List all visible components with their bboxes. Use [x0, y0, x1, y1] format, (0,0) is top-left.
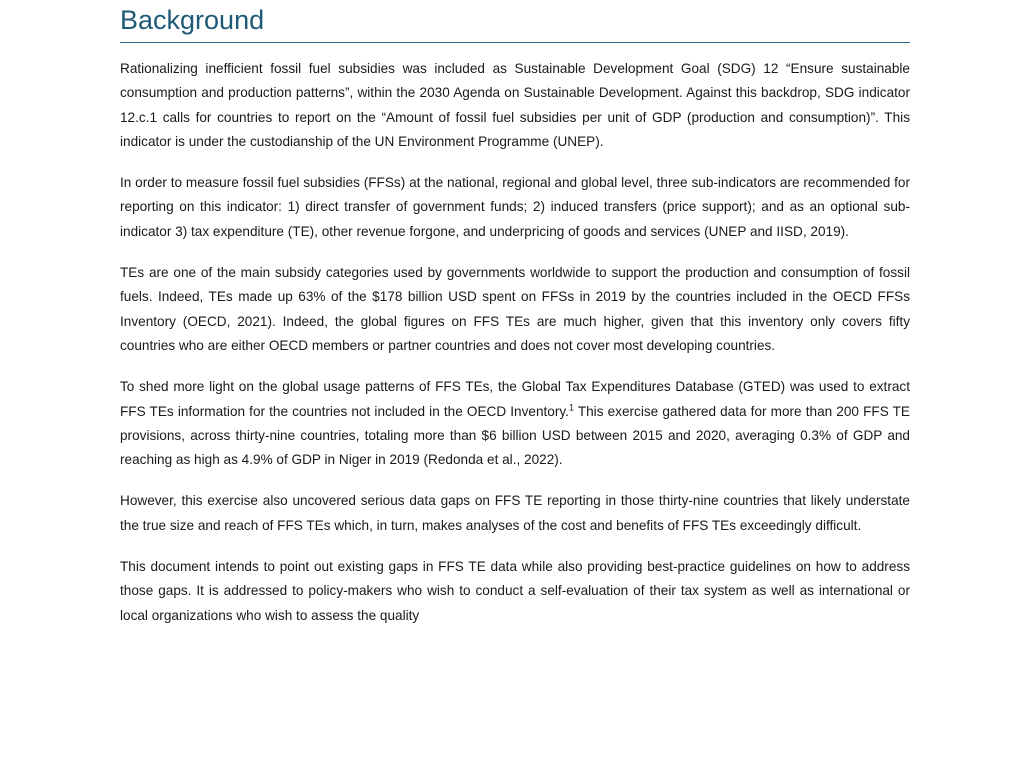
section-title: Background: [120, 5, 265, 35]
paragraph-document-purpose: This document intends to point out existing gaps in FFS TE data while also providing best-practice guidelines on how to address those gaps. It is addressed to policy-makers who wish to conduct a self-evaluation of their tax system as well as international or local organizations who wish to assess the quality: [120, 559, 910, 623]
paragraph-te-share: TEs are one of the main subsidy categories used by governments worldwide to support the production and consumption of fossil fuels. Indeed, TEs made up 63% of the $178 billion USD spent on FFSs in 2019 by the countries included in the OECD FFSs Inventory (OECD, 2021). Indeed, the global figures on FFS TEs are much higher, given that this inventory only covers fifty countries who are either OECD members or partner countries and does not cover most developing countries.: [120, 265, 910, 353]
paragraph-gted-text-after: This exercise gathered data for more than 200 FFS TE provisions, across thirty-nine countries, totaling more than $6 billion USD between 2015 and 2020, averaging 0.3% of GDP and reaching as high as 4.9% of GDP in Niger in 2019 (Redonda et al., 2022).: [120, 403, 910, 468]
document-page: [120, 0, 910, 645]
paragraph-sdg-context: Rationalizing inefficient fossil fuel subsidies was included as Sustainable Development Goal (SDG) 12 “Ensure sustainable consumption and production patterns”, within the 2030 Agenda on Sustainable Development. Against this backdrop, SDG indicator 12.c.1 calls for countries to report on the “Amount of fossil fuel subsidies per unit of GDP (production and consumption)”. This indicator is under the custodianship of the UN Environment Programme (UNEP).: [120, 61, 910, 149]
paragraph-data-gaps: However, this exercise also uncovered serious data gaps on FFS TE reporting in those thirty-nine countries that likely understate the true size and reach of FFS TEs which, in turn, makes analyses of the cost and benefits of FFS TEs exceedingly difficult.: [120, 493, 910, 533]
paragraph-sub-indicators: In order to measure fossil fuel subsidies (FFSs) at the national, regional and global level, three sub-indicators are recommended for reporting on this indicator: 1) direct transfer of government funds; 2) induced transfers (price support); and as an optional sub-indicator 3) tax expenditure (TE), other revenue forgone, and underpricing of goods and services (UNEP and IISD, 2019).: [120, 175, 910, 239]
footnote-marker[interactable]: 1: [568, 402, 574, 413]
paragraph-gted-exercise: [120, 375, 910, 472]
section-header: [120, 0, 910, 43]
paragraph-gted-text-before: To shed more light on the global usage patterns of FFS TEs, the Global Tax Expenditures Database (GTED) was used to extract FFS TEs information for the countries not included in the OECD Inventory.: [120, 379, 910, 419]
